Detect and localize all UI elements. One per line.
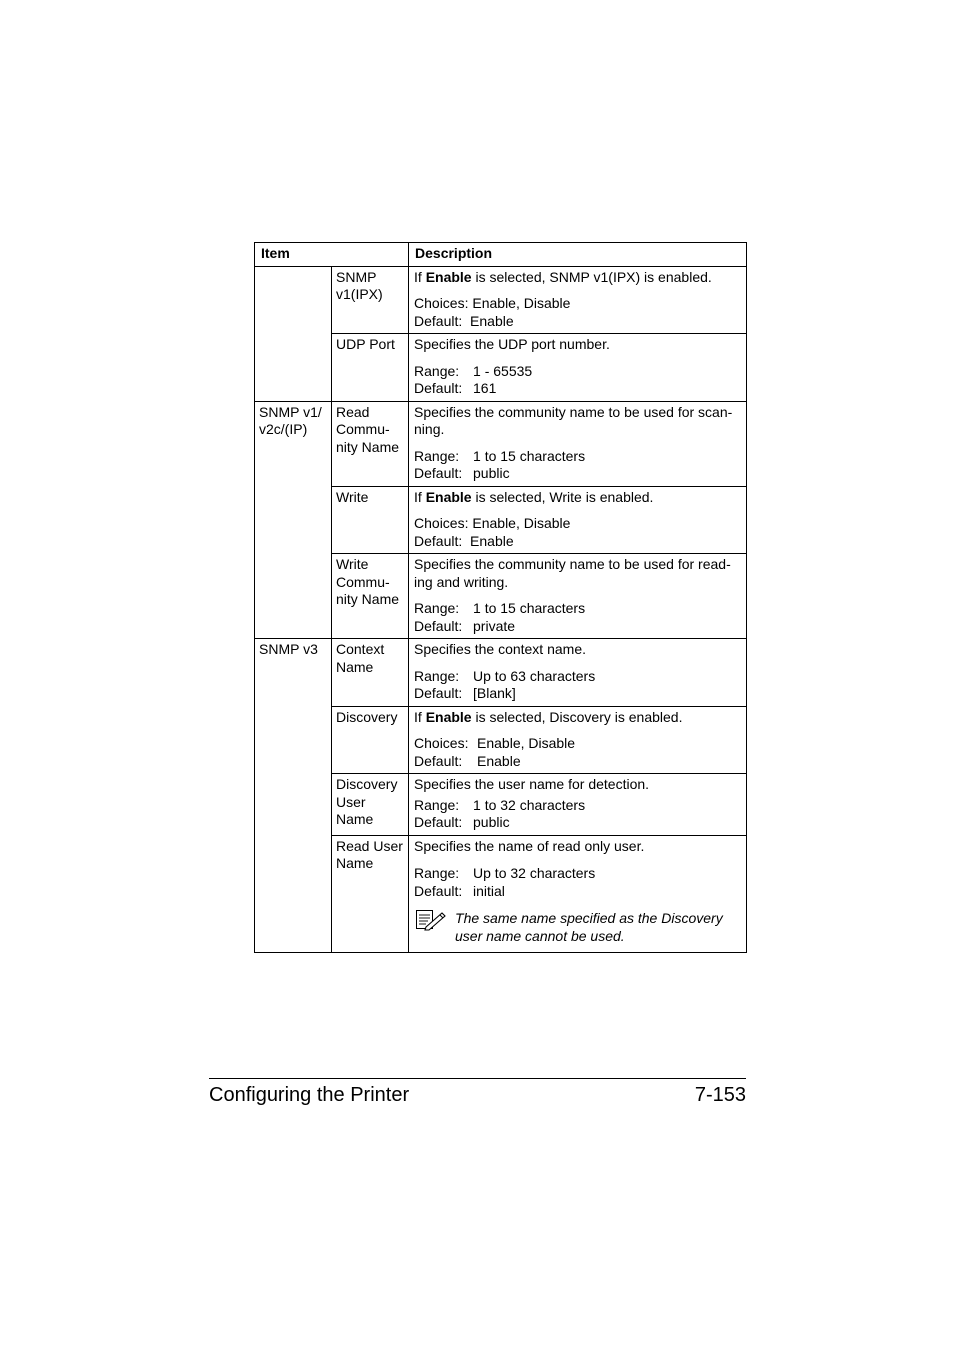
choices-line: Choices: Enable, Disable bbox=[414, 735, 576, 751]
group-name-cell: SNMP v1/ v2c/(IP) bbox=[255, 401, 332, 639]
description-cell bbox=[409, 401, 747, 486]
note-text: The same name specified as the Discovery bbox=[455, 910, 723, 926]
default-line: Default: Enable bbox=[414, 752, 521, 769]
note-pencil-icon bbox=[415, 909, 447, 931]
sub-item-cell: Read User Name bbox=[332, 835, 409, 953]
default-line: Default: public bbox=[414, 465, 510, 481]
sub-item-cell: Context Name bbox=[332, 639, 409, 707]
sub-item-cell: Read Commu- nity Name bbox=[332, 401, 409, 486]
description-cell bbox=[409, 334, 747, 402]
range-line: Range: 1 to 15 characters bbox=[414, 600, 586, 616]
footer-rule bbox=[209, 1078, 746, 1079]
range-line: Range: 1 to 15 characters bbox=[414, 447, 586, 464]
default-line: Default: private bbox=[414, 617, 516, 634]
description-cell bbox=[409, 835, 747, 953]
header-description: Description bbox=[409, 243, 747, 267]
header-item: Item bbox=[255, 243, 409, 267]
sub-item-cell: Discovery bbox=[332, 706, 409, 774]
default-line: Default: Enable bbox=[414, 532, 514, 549]
group-name-cell bbox=[255, 266, 332, 401]
description-cell bbox=[409, 554, 747, 639]
choices-line: Choices: Enable, Disable bbox=[414, 295, 571, 311]
footer-title: Configuring the Printer bbox=[209, 1084, 410, 1106]
description-cell bbox=[409, 486, 747, 554]
range-line: Range: Up to 63 characters bbox=[414, 667, 596, 684]
settings-table bbox=[254, 242, 747, 953]
description-text: Specifies the UDP port number. bbox=[414, 336, 610, 352]
sub-item-cell: UDP Port bbox=[332, 334, 409, 402]
description-text: If Enable is selected, Write is enabled. bbox=[414, 488, 654, 505]
sub-item-cell: Discovery User Name bbox=[332, 774, 409, 836]
description-text: ning. bbox=[414, 421, 445, 437]
range-line: Range: Up to 32 characters bbox=[414, 865, 596, 881]
default-line: Default: public bbox=[414, 814, 510, 830]
description-cell bbox=[409, 639, 747, 707]
page-number: 7-153 bbox=[694, 1084, 746, 1106]
default-line: Default: [Blank] bbox=[414, 685, 516, 701]
table-row bbox=[255, 639, 747, 707]
default-line: Default: Enable bbox=[414, 312, 514, 329]
table-row bbox=[255, 401, 747, 486]
table-row bbox=[255, 266, 747, 334]
description-text: Specifies the name of read only user. bbox=[414, 837, 645, 854]
range-line: Range: 1 - 65535 bbox=[414, 362, 533, 379]
description-cell bbox=[409, 774, 747, 836]
description-cell bbox=[409, 266, 747, 334]
description-text: If Enable is selected, SNMP v1(IPX) is enabled. bbox=[414, 268, 712, 285]
sub-item-cell: SNMP v1(IPX) bbox=[332, 266, 409, 334]
sub-item-cell: Write Commu- nity Name bbox=[332, 554, 409, 639]
description-cell bbox=[409, 706, 747, 774]
range-line: Range: 1 to 32 characters bbox=[414, 796, 586, 813]
description-text: If Enable is selected, Discovery is enabled. bbox=[414, 708, 683, 725]
description-text: Specifies the community name to be used for scan- bbox=[414, 403, 733, 420]
description-text: Specifies the community name to be used for read- bbox=[414, 556, 731, 572]
description-text: Specifies the user name for detection. bbox=[414, 776, 650, 792]
description-text: Specifies the context name. bbox=[414, 641, 587, 657]
table-header-row bbox=[255, 243, 747, 267]
choices-line: Choices: Enable, Disable bbox=[414, 515, 571, 531]
default-line: Default: initial bbox=[414, 882, 505, 899]
description-text: ing and writing. bbox=[414, 573, 509, 590]
note-text: user name cannot be used. bbox=[455, 928, 625, 944]
note bbox=[414, 909, 742, 949]
group-name-cell: SNMP v3 bbox=[255, 639, 332, 953]
default-line: Default: 161 bbox=[414, 380, 497, 396]
sub-item-cell: Write bbox=[332, 486, 409, 554]
